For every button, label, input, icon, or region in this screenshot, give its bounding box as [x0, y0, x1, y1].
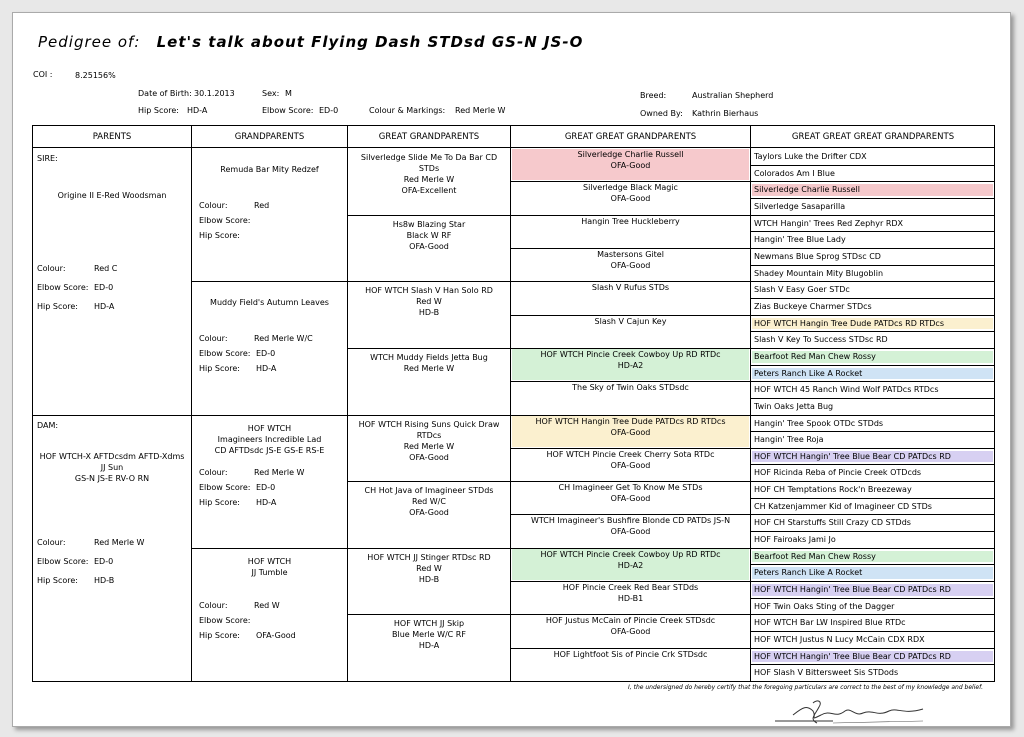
colour-label: Colour:	[199, 467, 228, 477]
gg-grandparent-text	[515, 449, 746, 471]
ggg-grandparent-name: Shadey Mountain Mity Blugoblin	[754, 268, 884, 278]
text-line: HOF WTCH Pincie Creek Cowboy Up RD RTDc	[540, 549, 721, 559]
ggg-grandparent-cell	[751, 549, 995, 566]
ggg-grandparent-name: HOF WTCH Hangin' Tree Blue Bear CD PATDcs RD	[754, 451, 951, 461]
text-line: OFA-Good	[610, 260, 651, 270]
colour-label: Colour:	[199, 600, 228, 610]
parent-cell	[33, 149, 191, 416]
parent-name	[33, 187, 191, 201]
owner-value: Kathrin Bierhaus	[692, 109, 759, 118]
great-grandparent-cell	[348, 482, 510, 549]
gg-grandparent-text	[515, 549, 746, 571]
ggg-grandparent-name: HOF WTCH Hangin' Tree Blue Bear CD PATDcs RD	[754, 651, 951, 661]
col-gg-grandparents	[510, 126, 750, 681]
gg-grandparent-cell	[511, 416, 750, 449]
text-line: Black W RF	[406, 230, 452, 240]
colour-value: Red Merle W/C	[254, 334, 313, 344]
great-grandparent-cell	[348, 349, 510, 416]
text-line: GS-N JS-E RV-O RN	[74, 473, 150, 483]
text-line: OFA-Good	[610, 627, 651, 637]
text-line: WTCH Muddy Fields Jetta Bug	[370, 352, 488, 362]
breed-label: Breed:	[640, 91, 667, 100]
ggg-grandparent-cell	[751, 465, 995, 482]
ggg-grandparent-cell	[751, 299, 995, 316]
elbow-label: Elbow Score:	[199, 216, 251, 225]
ggg-grandparent-name: HOF CH Starstuffs Still Crazy CD STDds	[754, 518, 911, 528]
text-line: Imagineers Incredible Lad	[217, 434, 322, 444]
ggg-grandparent-cell	[751, 166, 995, 183]
ggg-grandparent-cell	[751, 632, 995, 649]
text-line: Hangin Tree Huckleberry	[581, 216, 680, 226]
col-header: GRANDPARENTS	[192, 126, 347, 148]
hip-label: Hip Score:	[138, 106, 179, 115]
ggg-grandparent-name: HOF Twin Oaks Sting of the Dagger	[754, 601, 895, 611]
ggg-grandparent-cell	[751, 266, 995, 283]
text-line: OFA-Good	[610, 194, 651, 204]
text-line: HD-A2	[617, 360, 644, 370]
grandparent-cell	[192, 282, 347, 415]
ggg-grandparent-cell	[751, 565, 995, 582]
text-line: OFA-Good	[610, 494, 651, 504]
gg-grandparent-cell	[511, 349, 750, 382]
ggg-grandparent-name: Hangin' Tree Spook OTDc STDds	[754, 418, 884, 428]
ggg-grandparent-name: Peters Ranch Like A Rocket	[754, 368, 863, 378]
grandparent-name	[192, 161, 347, 175]
ggg-grandparent-cell	[751, 349, 995, 366]
text-line: OFA-Good	[409, 508, 449, 518]
text-line: HOF Justus McCain of Pincie Creek STDsdc	[545, 616, 716, 626]
elbow-value: ED-0	[256, 349, 276, 359]
hip-label: Hip Score:	[199, 231, 240, 240]
ggg-grandparent-name: Silverledge Charlie Russell	[754, 185, 860, 195]
text-line: Red Merle W	[403, 441, 455, 451]
text-line: Red W	[416, 563, 442, 573]
gg-grandparent-text	[515, 282, 746, 293]
gg-grandparent-text	[515, 182, 746, 204]
ggg-grandparent-cell	[751, 199, 995, 216]
signature-image	[773, 697, 933, 727]
gg-grandparent-text	[515, 482, 746, 504]
gg-grandparent-cell	[511, 649, 750, 682]
elbow-label: Elbow Score:	[262, 106, 314, 115]
colour-value: Red Merle W	[94, 537, 145, 547]
gg-grandparent-cell	[511, 149, 750, 182]
parent-role: SIRE:	[37, 154, 58, 163]
great-grandparent-cell	[348, 416, 510, 483]
grandparent-cell	[192, 549, 347, 682]
text-line: HOF WTCH	[247, 423, 292, 433]
hip-value: HD-A	[256, 497, 277, 507]
ggg-grandparent-name: Peters Ranch Like A Rocket	[754, 568, 863, 578]
ggg-grandparent-name: HOF CH Temptations Rock'n Breezeway	[754, 485, 912, 495]
text-line: CH Imagineer Get To Know Me STDs	[558, 483, 703, 493]
sex-label: Sex:	[262, 89, 280, 98]
hip-value: OFA-Good	[256, 630, 296, 640]
ggg-grandparent-cell	[751, 316, 995, 333]
text-line: HD-A	[418, 641, 440, 651]
text-line: CD AFTDsdc JS-E GS-E RS-E	[214, 445, 325, 455]
gg-grandparent-cell	[511, 282, 750, 315]
text-line: Red Merle W	[403, 363, 455, 373]
ggg-grandparent-name: Colorados Am I Blue	[754, 168, 835, 178]
ggg-grandparent-name: HOF WTCH Bar LW Inspired Blue RTDc	[754, 618, 906, 628]
parent-cell	[33, 416, 191, 683]
elbow-label: Elbow Score:	[37, 556, 89, 566]
gg-grandparent-cell	[511, 482, 750, 515]
text-line: CH Hot Java of Imagineer STDds	[364, 486, 494, 496]
col-ggg-grandparents	[750, 126, 995, 681]
hip-value: HD-A	[94, 302, 115, 311]
ggg-grandparent-name: Slash V Key To Success STDsc RD	[754, 335, 888, 345]
hip-label: Hip Score:	[199, 630, 240, 640]
text-line: HD-B1	[617, 594, 644, 604]
gg-grandparent-cell	[511, 249, 750, 282]
hip-value: HD-B	[94, 575, 115, 585]
elbow-label: Elbow Score:	[199, 349, 251, 359]
dob-label: Date of Birth:	[138, 89, 192, 98]
elbow-label: Elbow Score:	[199, 615, 251, 625]
grandparent-name	[192, 294, 347, 308]
grandparent-name	[192, 553, 347, 578]
col-parents	[33, 126, 191, 681]
ggg-grandparent-cell	[751, 665, 995, 682]
color-value: Red Merle W	[455, 106, 506, 115]
col-header: GREAT GRANDPARENTS	[348, 126, 510, 148]
text-line: Muddy Field's Autumn Leaves	[210, 298, 329, 308]
great-grandparent-cell	[348, 149, 510, 216]
text-line: OFA-Good	[610, 527, 651, 537]
ggg-grandparent-name: Hangin' Tree Blue Lady	[754, 235, 846, 245]
ggg-grandparent-name: Silverledge Sasaparilla	[754, 201, 846, 211]
parent-role: DAM:	[37, 420, 59, 430]
text-line: Slash V Rufus STDs	[591, 283, 670, 293]
ggg-grandparent-name: HOF WTCH Hangin Tree Dude PATDcs RD RTDcs	[754, 318, 944, 328]
hip-label: Hip Score:	[37, 575, 78, 585]
text-line: HOF WTCH Pincie Creek Cherry Sota RTDc	[546, 449, 715, 459]
colour-value: Red C	[94, 264, 118, 273]
breed-value: Australian Shepherd	[692, 91, 774, 100]
gg-grandparent-cell	[511, 515, 750, 548]
ggg-grandparent-cell	[751, 249, 995, 266]
ggg-grandparent-cell	[751, 499, 995, 516]
text-line: Mastersons Gitel	[597, 249, 664, 259]
text-line: JJ Tumble	[251, 567, 288, 577]
gg-grandparent-text	[515, 316, 746, 327]
grandparent-cell	[192, 149, 347, 282]
elbow-value: ED-0	[319, 106, 339, 115]
gg-grandparent-cell	[511, 615, 750, 648]
hip-value: HD-A	[187, 106, 208, 115]
pedigree-page	[12, 12, 1011, 727]
ggg-grandparent-cell	[751, 615, 995, 632]
text-line: HOF Lightfoot Sis of Pincie Crk STDsdc	[553, 649, 708, 659]
ggg-grandparent-cell	[751, 515, 995, 532]
gg-grandparent-cell	[511, 316, 750, 349]
ggg-grandparent-cell	[751, 649, 995, 666]
gg-grandparent-text	[515, 249, 746, 271]
ggg-grandparent-name: Newmans Blue Sprog STDsc CD	[754, 251, 881, 261]
ggg-grandparent-name: HOF WTCH Justus N Lucy McCain CDX RDX	[754, 635, 925, 645]
ggg-grandparent-cell	[751, 482, 995, 499]
ggg-grandparent-cell	[751, 332, 995, 349]
text-line: JJ Sun	[100, 462, 124, 472]
colour-label: Colour:	[37, 264, 66, 273]
colour-value: Red	[254, 201, 270, 210]
text-line: HOF WTCH	[247, 556, 292, 566]
ggg-grandparent-cell	[751, 216, 995, 233]
text-line: Blue Merle W/C RF	[392, 630, 466, 640]
text-line: HOF WTCH Hangin Tree Dude PATDcs RD RTDcs	[535, 416, 726, 426]
coi-label: COI :	[33, 70, 53, 79]
text-line: Red W/C	[412, 497, 446, 507]
gg-grandparent-cell	[511, 582, 750, 615]
ggg-grandparent-cell	[751, 399, 995, 416]
colour-value: Red W	[254, 600, 280, 610]
gg-grandparent-cell	[511, 549, 750, 582]
ggg-grandparent-cell	[751, 382, 995, 399]
ggg-grandparent-cell	[751, 599, 995, 616]
certification-text: I, the undersigned do hereby certify that the foregoing particulars are correct to the best of my knowledge and belief.	[628, 684, 983, 691]
great-grandparent-cell	[348, 615, 510, 682]
ggg-grandparent-name: Zias Buckeye Charmer STDcs	[754, 301, 872, 311]
ggg-grandparent-name: HOF WTCH Hangin' Tree Blue Bear CD PATDcs RD	[754, 585, 951, 595]
ggg-grandparent-name: Bearfoot Red Man Chew Rossy	[754, 551, 876, 561]
text-line: OFA-Good	[610, 460, 651, 470]
pedigree-table	[32, 125, 995, 682]
text-line: OFA-Good	[409, 241, 449, 251]
ggg-grandparent-cell	[751, 449, 995, 466]
text-line: Origine II E-Red Woodsman	[57, 191, 167, 200]
parent-name	[33, 448, 191, 484]
gg-grandparent-text	[515, 615, 746, 637]
hip-value: HD-A	[256, 364, 277, 374]
gg-grandparent-text	[515, 349, 746, 371]
color-label: Colour & Markings:	[369, 106, 446, 115]
great-grandparent-cell	[348, 282, 510, 349]
text-line: HOF WTCH Rising Suns Quick Draw RTDcs	[358, 419, 500, 440]
text-line: HOF WTCH JJ Skip	[393, 619, 465, 629]
text-line: HD-A2	[617, 560, 644, 570]
text-line: Hs8w Blazing Star	[392, 219, 466, 229]
text-line: OFA-Good	[610, 427, 651, 437]
coi-value: 8.25156%	[75, 71, 116, 80]
gg-grandparent-text	[515, 582, 746, 604]
ggg-grandparent-cell	[751, 282, 995, 299]
ggg-grandparent-name: HOF Fairoaks Jami Jo	[754, 535, 836, 545]
elbow-value: ED-0	[94, 556, 114, 566]
ggg-grandparent-name: Taylors Luke the Drifter CDX	[754, 152, 867, 161]
pedigree-title	[38, 33, 583, 51]
text-line: Silverledge Black Magic	[583, 183, 678, 193]
ggg-grandparent-cell	[751, 149, 995, 166]
dob-value: 30.1.2013	[194, 89, 235, 98]
ggg-grandparent-cell	[751, 416, 995, 433]
elbow-label: Elbow Score:	[199, 482, 251, 492]
colour-label: Colour:	[199, 334, 228, 344]
gg-grandparent-text	[515, 515, 746, 537]
text-line: OFA-Good	[610, 161, 651, 170]
sex-value: M	[285, 89, 292, 98]
col-grandparents	[191, 126, 347, 681]
ggg-grandparent-name: Bearfoot Red Man Chew Rossy	[754, 351, 876, 361]
grandparent-cell	[192, 416, 347, 549]
ggg-grandparent-name: CH Katzenjammer Kid of Imagineer CD STDs	[754, 501, 932, 511]
col-header: PARENTS	[33, 126, 191, 148]
ggg-grandparent-cell	[751, 232, 995, 249]
text-line: OFA-Excellent	[401, 186, 457, 195]
text-line: Red W	[416, 297, 442, 307]
hip-label: Hip Score:	[199, 364, 240, 374]
text-line: Slash V Cajun Key	[594, 316, 667, 326]
text-line: HOF Pincie Creek Red Bear STDds	[562, 583, 699, 593]
ggg-grandparent-cell	[751, 582, 995, 599]
text-line: Silverledge Charlie Russell	[577, 150, 684, 159]
gg-grandparent-text	[515, 382, 746, 393]
ggg-grandparent-cell	[751, 432, 995, 449]
gg-grandparent-text	[515, 649, 746, 660]
colour-label: Colour:	[199, 201, 228, 210]
col-header: GREAT GREAT GREAT GRANDPARENTS	[751, 126, 995, 148]
ggg-grandparent-name: Slash V Easy Goer STDc	[754, 285, 850, 295]
text-line: HD-B	[418, 574, 440, 584]
text-line: HOF WTCH Slash V Han Solo RD	[365, 286, 493, 296]
colour-value: Red Merle W	[254, 467, 305, 477]
gg-grandparent-cell	[511, 216, 750, 249]
ggg-grandparent-cell	[751, 182, 995, 199]
text-line: The Sky of Twin Oaks STDsdc	[572, 383, 689, 393]
gg-grandparent-text	[515, 216, 746, 227]
elbow-value: ED-0	[94, 283, 114, 292]
gg-grandparent-text	[515, 416, 746, 438]
col-header: GREAT GREAT GRANDPARENTS	[511, 126, 750, 148]
text-line: HOF WTCH-X AFTDcsdm AFTD-Xdms	[39, 451, 185, 461]
text-line: Remuda Bar Mity Redzef	[220, 165, 319, 174]
text-line: OFA-Good	[409, 452, 449, 462]
text-line: HOF WTCH Pincie Creek Cowboy Up RD RTDc	[540, 349, 721, 359]
grandparent-name	[192, 420, 347, 456]
dog-name: Let's talk about Flying Dash STDsd GS-N JS-O	[156, 33, 584, 51]
hip-label: Hip Score:	[37, 302, 78, 311]
gg-grandparent-cell	[511, 449, 750, 482]
text-line: Silverledge Slide Me To Da Bar CD STDs	[360, 153, 498, 173]
ggg-grandparent-name: HOF Slash V Bittersweet Sis STDods	[754, 668, 899, 678]
hip-label: Hip Score:	[199, 497, 240, 507]
ggg-grandparent-cell	[751, 366, 995, 383]
ggg-grandparent-name: Hangin' Tree Roja	[754, 435, 824, 445]
text-line: Red Merle W	[403, 175, 455, 184]
gg-grandparent-cell	[511, 382, 750, 415]
col-great-grandparents	[347, 126, 510, 681]
ggg-grandparent-cell	[751, 532, 995, 549]
pedigree-prefix: Pedigree of:	[38, 33, 141, 51]
gg-grandparent-cell	[511, 182, 750, 215]
ggg-grandparent-name: HOF Ricinda Reba of Pincie Creek OTDcds	[754, 468, 922, 478]
great-grandparent-cell	[348, 549, 510, 616]
ggg-grandparent-name: WTCH Hangin' Trees Red Zephyr RDX	[754, 218, 904, 228]
elbow-value: ED-0	[256, 482, 276, 492]
text-line: HD-B	[418, 308, 440, 318]
elbow-label: Elbow Score:	[37, 283, 89, 292]
text-line: WTCH Imagineer's Bushfire Blonde CD PATDs JS-N	[530, 516, 731, 526]
colour-label: Colour:	[37, 537, 66, 547]
ggg-grandparent-name: Twin Oaks Jetta Bug	[754, 401, 834, 411]
ggg-grandparent-name: HOF WTCH 45 Ranch Wind Wolf PATDcs RTDcs	[754, 385, 939, 395]
owner-label: Owned By:	[640, 109, 683, 118]
text-line: HOF WTCH JJ Stinger RTDsc RD	[367, 552, 491, 562]
great-grandparent-cell	[348, 216, 510, 283]
gg-grandparent-text	[515, 149, 746, 171]
